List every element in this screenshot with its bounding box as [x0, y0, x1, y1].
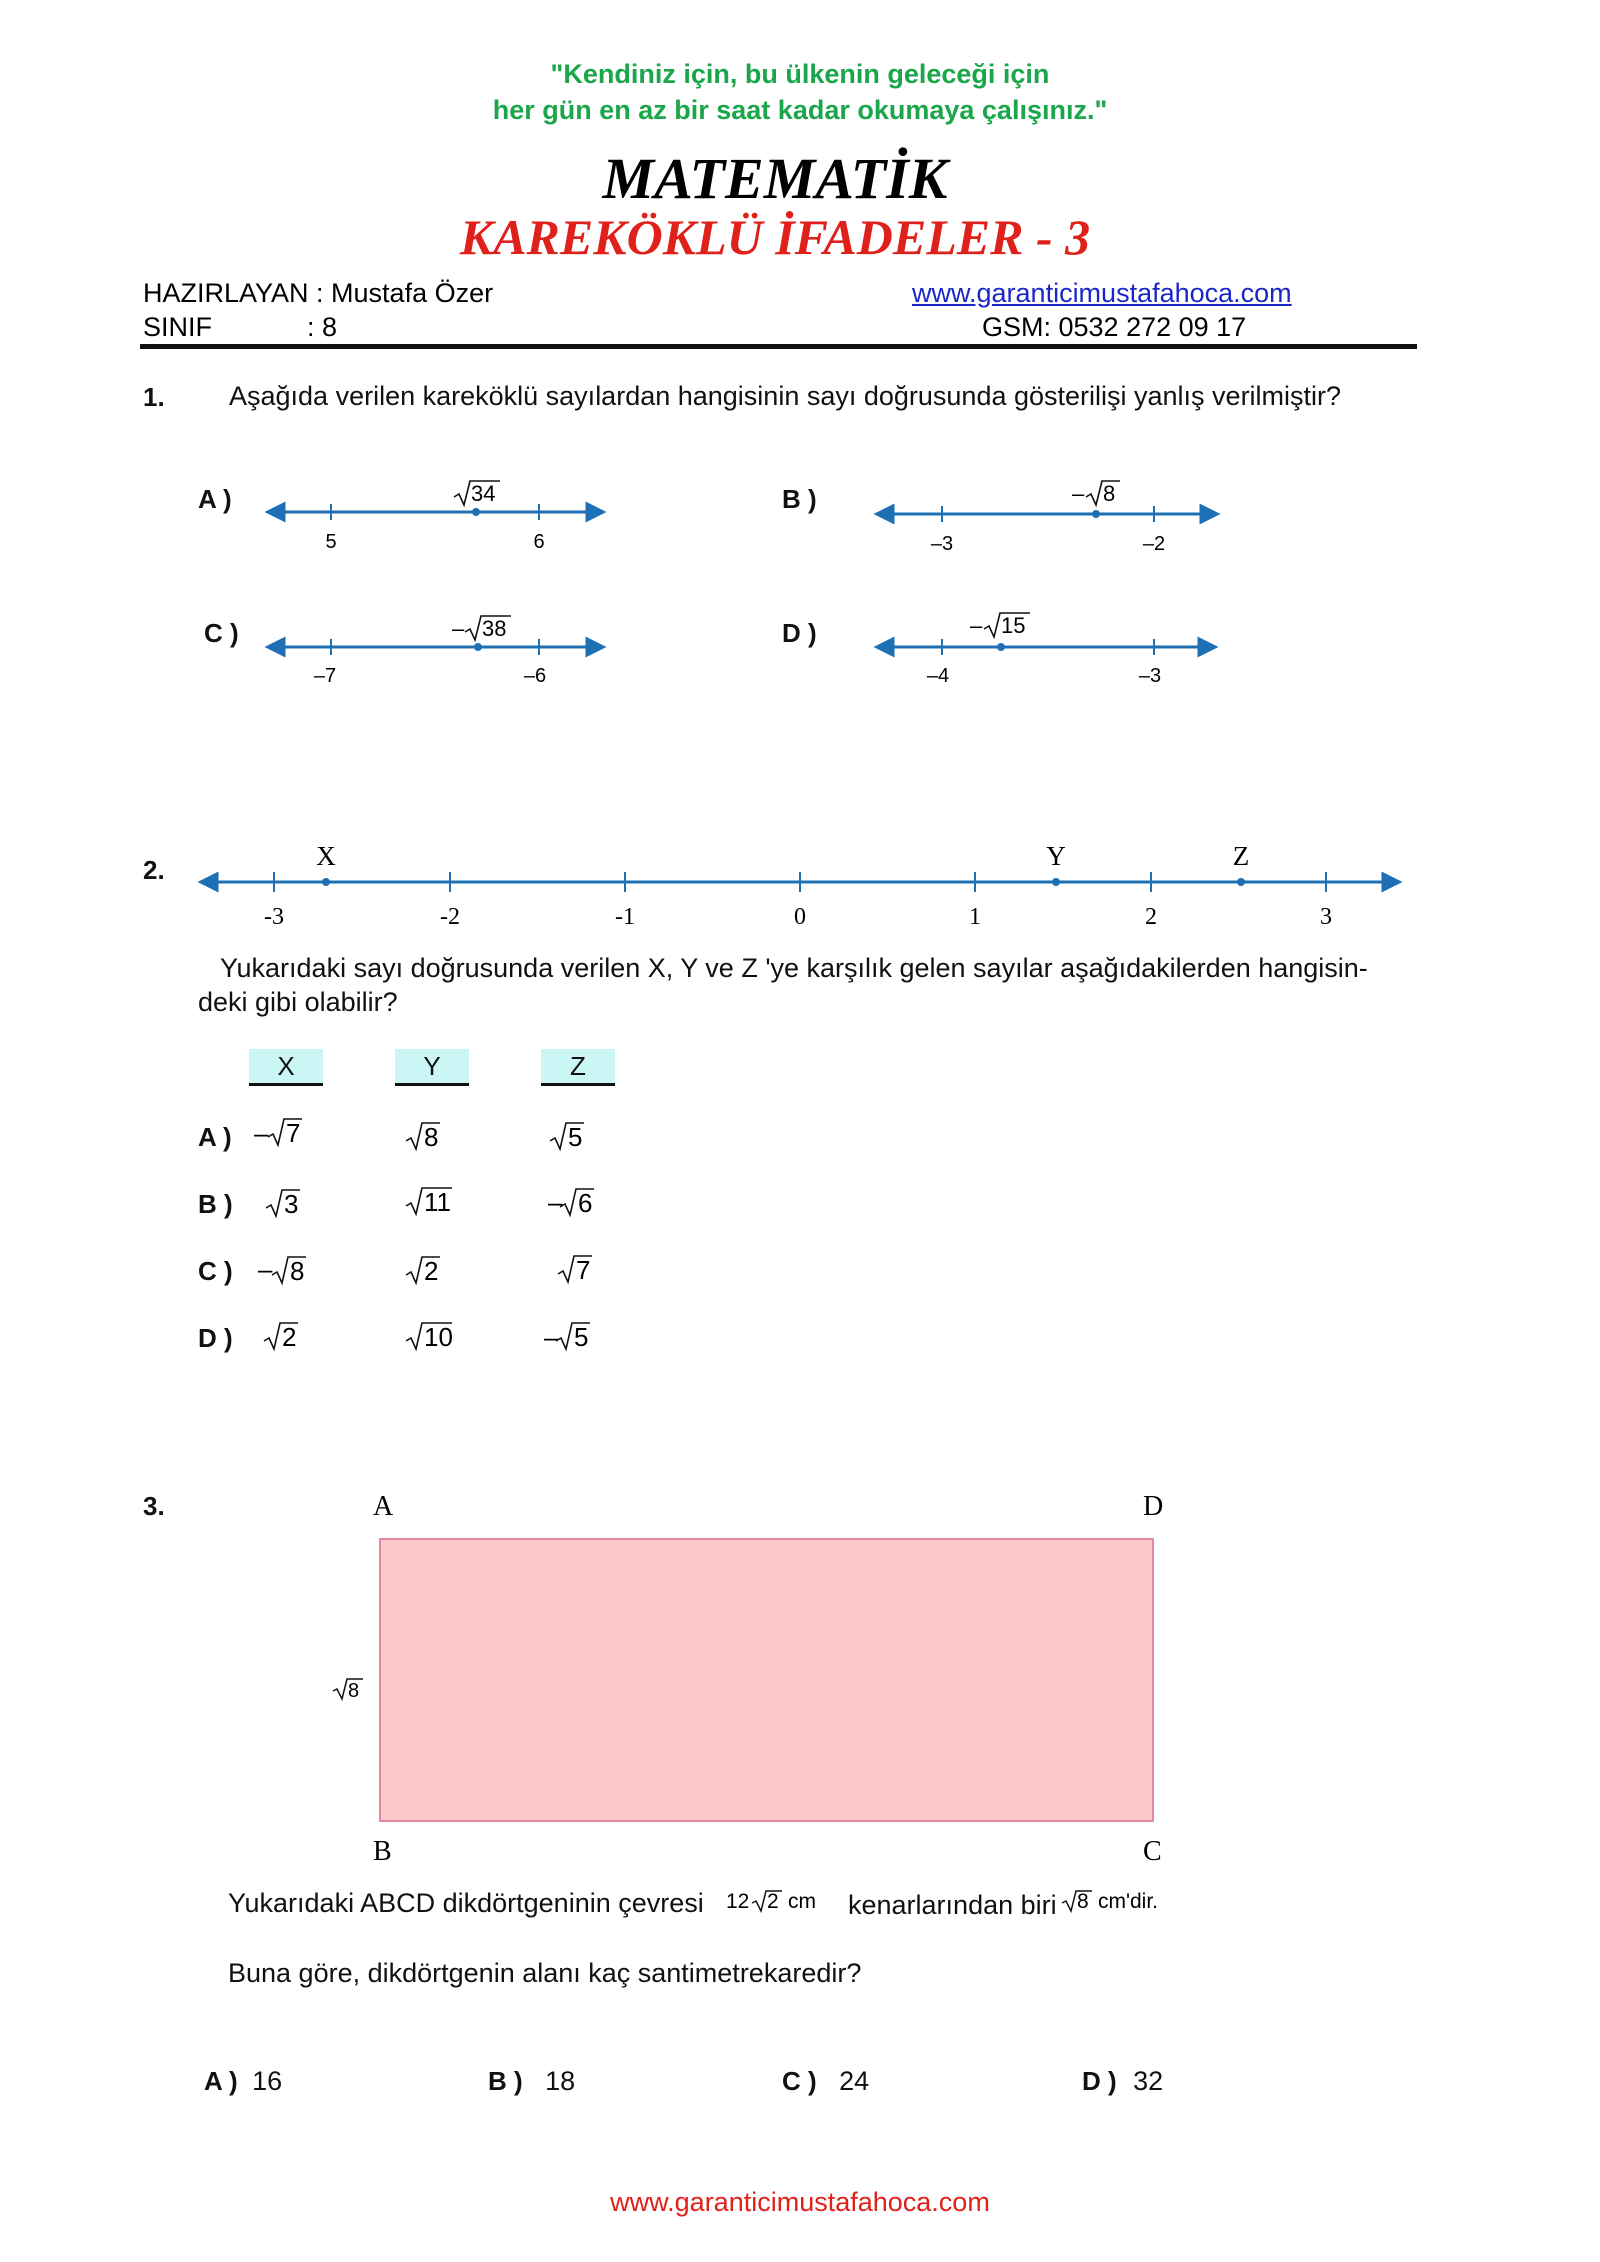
tick-label: 6 [533, 531, 545, 553]
class-value: : 8 [307, 312, 338, 342]
q2-option-d-label[interactable]: D ) [198, 1323, 233, 1353]
radicand: 34 [471, 481, 496, 506]
page-subtitle: KAREKÖKLÜ İFADELER - 3 [459, 209, 1091, 265]
radicand: 8 [1103, 481, 1116, 506]
radicand: 5 [574, 1322, 589, 1352]
tick-label: –3 [930, 533, 954, 555]
q2-row-b [266, 1187, 594, 1219]
point-marker [472, 508, 480, 516]
radicand: 10 [424, 1322, 453, 1352]
tick-label: 1 [969, 904, 981, 930]
q1-option-b-number-line [884, 481, 1210, 555]
q3-option-a[interactable] [204, 2066, 282, 2097]
point-y-label: Y [1046, 841, 1066, 871]
radicand: 8 [424, 1122, 439, 1152]
motto-line-2: her gün en az bir saat kadar okumaya çalışınız." [492, 95, 1108, 125]
column-header-y: Y [395, 1049, 469, 1086]
rectangle-abcd [380, 1539, 1153, 1821]
tick-label: -2 [440, 904, 460, 930]
question-3-question: Buna göre, dikdörtgenin alanı kaç santimetrekaredir? [228, 1958, 862, 1988]
q2-row-d [264, 1322, 590, 1352]
gsm-number: GSM: 0532 272 09 17 [982, 312, 1247, 342]
minus-sign: – [1072, 481, 1085, 506]
question-3-text-part-2: kenarlarından biri [848, 1890, 1057, 1920]
question-2-number: 2. [143, 855, 165, 885]
column-header-z: Z [541, 1049, 615, 1086]
side-unit: cm'dir. [1098, 1890, 1159, 1913]
minus-sign: – [452, 616, 465, 641]
q2-number-line [0, 840, 1600, 940]
corner-a-label: A [373, 1491, 394, 1522]
q3-option-d-label: D ) [1082, 2066, 1117, 2096]
radicand: 2 [424, 1256, 439, 1286]
radicand: 11 [424, 1187, 451, 1217]
q2-option-a-label[interactable]: A ) [198, 1122, 232, 1152]
sqrt-label [1072, 481, 1120, 506]
tick-label: 2 [1145, 904, 1157, 930]
q3-option-b-value: 18 [545, 2066, 576, 2096]
point-z-marker [1237, 878, 1245, 886]
footer-website[interactable]: www.garanticimustafahoca.com [610, 2187, 990, 2217]
q3-rectangle-figure [0, 1480, 1600, 1870]
sqrt-label [452, 616, 511, 641]
tick-label: –7 [313, 665, 337, 687]
q3-option-c-value: 24 [839, 2066, 870, 2096]
radicand: 3 [284, 1189, 299, 1219]
radicand: 38 [482, 616, 507, 641]
q3-option-b-label: B ) [488, 2066, 523, 2096]
point-x-label: X [316, 841, 336, 871]
q2-row-a [254, 1118, 584, 1152]
radicand: 7 [286, 1118, 301, 1148]
point-marker [474, 643, 482, 651]
q2-answer-table [0, 1100, 700, 1370]
q3-option-d-value: 32 [1133, 2066, 1164, 2096]
radicand: 5 [568, 1122, 583, 1152]
tick-label: –4 [926, 665, 950, 687]
point-marker [997, 643, 1005, 651]
q2-row-c [258, 1254, 592, 1286]
tick-label: –2 [1142, 533, 1166, 555]
q1-option-d-number-line [884, 613, 1208, 687]
tick-label: -3 [264, 904, 284, 930]
question-1-number: 1. [143, 382, 165, 412]
q2-option-b-label[interactable]: B ) [198, 1189, 233, 1219]
q2-option-c-label[interactable]: C ) [198, 1256, 233, 1286]
author-label: HAZIRLAYAN : Mustafa Özer [143, 278, 494, 308]
motto-line-1: "Kendiniz için, bu ülkenin geleceği için [550, 59, 1050, 89]
minus-sign: – [548, 1187, 563, 1217]
q1-option-b-label[interactable]: B ) [782, 484, 817, 514]
minus-sign: – [258, 1254, 273, 1284]
question-2-text-line-2: deki gibi olabilir? [198, 987, 398, 1017]
radicand: 7 [576, 1255, 591, 1285]
q1-option-a-number-line [275, 481, 596, 553]
corner-c-label: C [1143, 1836, 1162, 1867]
q3-option-a-value: 16 [252, 2066, 283, 2096]
tick-label: –6 [523, 665, 547, 687]
radicand: 8 [290, 1256, 305, 1286]
point-marker [1092, 510, 1100, 518]
website-link[interactable]: www.garanticimustafahoca.com [912, 278, 1292, 308]
sqrt-label [970, 613, 1030, 638]
q3-option-b[interactable] [488, 2066, 575, 2097]
minus-sign: – [970, 613, 983, 638]
sqrt-label [454, 481, 500, 506]
q1-option-a-label[interactable]: A ) [198, 484, 232, 514]
tick-label: 3 [1320, 904, 1332, 930]
q1-option-c-number-line [275, 616, 596, 687]
q1-option-d-label[interactable]: D ) [782, 618, 817, 648]
tick-label: 0 [794, 904, 806, 930]
question-1-text: Aşağıda verilen kareköklü sayılardan hangisinin sayı doğrusunda gösterilişi yanlış verilmiştir? [229, 381, 1342, 411]
q1-option-c-label[interactable]: C ) [204, 618, 239, 648]
q3-option-c[interactable] [782, 2066, 869, 2097]
side-length-label [333, 1679, 363, 1702]
minus-sign: – [254, 1118, 269, 1148]
class-label: SINIF [143, 312, 213, 342]
point-y-marker [1052, 878, 1060, 886]
q3-option-d[interactable] [1082, 2066, 1163, 2097]
radicand: 2 [282, 1322, 297, 1352]
question-2-text-line-1: Yukarıdaki sayı doğrusunda verilen X, Y ve Z 'ye karşılık gelen sayılar aşağıdakilerden hangisin- [220, 953, 1368, 983]
point-x-marker [322, 878, 330, 886]
perimeter-coefficient: 12 [726, 1890, 750, 1913]
column-header-x: X [249, 1049, 323, 1086]
side-radicand: 8 [1077, 1890, 1089, 1913]
minus-sign: – [544, 1322, 559, 1352]
q3-option-a-label: A ) [204, 2066, 238, 2096]
radicand: 15 [1001, 613, 1026, 638]
corner-d-label: D [1143, 1491, 1164, 1522]
tick-label: -1 [615, 904, 635, 930]
tick-label: –3 [1138, 665, 1162, 687]
perimeter-radicand: 2 [767, 1890, 779, 1913]
radicand: 6 [578, 1188, 593, 1218]
radicand: 8 [348, 1680, 360, 1702]
question-3-text-part-1: Yukarıdaki ABCD dikdörtgeninin çevresi [228, 1888, 704, 1918]
point-z-label: Z [1232, 841, 1250, 871]
q3-option-c-label: C ) [782, 2066, 817, 2096]
page-title: MATEMATİK [602, 146, 948, 211]
corner-b-label: B [373, 1836, 392, 1867]
perimeter-unit: cm [788, 1890, 816, 1913]
tick-label: 5 [325, 531, 337, 553]
question-3-number: 3. [143, 1491, 165, 1521]
q1-number-lines [0, 0, 1600, 720]
